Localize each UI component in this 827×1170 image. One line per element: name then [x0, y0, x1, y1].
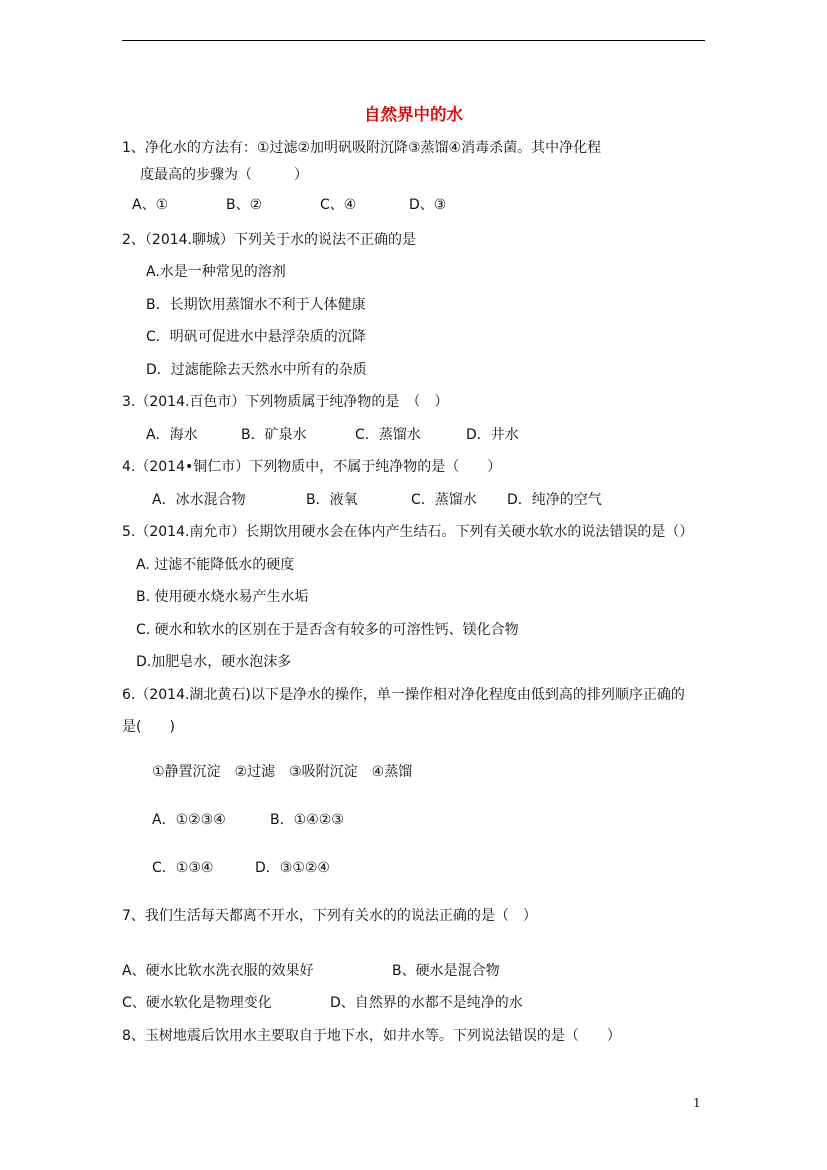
q7-option-d: D、自然界的水都不是纯净的水 — [330, 995, 523, 1011]
q6-stem: 6.（2014.湖北黄石)以下是净水的操作，单一操作相对净化程度由低到高的排列顺序正确的 — [122, 687, 685, 703]
q4-option-a: A．冰水混合物 — [152, 492, 246, 508]
q5-option-d: D.加肥皂水，硬水泡沫多 — [136, 654, 292, 670]
q1-stem: 1、净化水的方法有：①过滤②加明矾吸附沉降③蒸馏④消毒杀菌。其中净化程 — [122, 140, 602, 156]
page-title: 自然界中的水 — [364, 105, 463, 124]
q7-stem: 7、我们生活每天都离不开水，下列有关水的的说法正确的是（ ） — [122, 908, 537, 924]
q7-option-a: A、硬水比软水洗衣服的效果好 — [122, 963, 314, 979]
q2-stem: 2、（2014.聊城）下列关于水的说法不正确的是 — [122, 232, 416, 248]
q6-option-b: B．①④②③ — [270, 812, 344, 828]
q4-option-d: D．纯净的空气 — [507, 492, 602, 508]
q3-option-a: A．海水 — [146, 427, 198, 443]
q5-option-c: C. 硬水和软水的区别在于是否含有较多的可溶性钙、镁化合物 — [136, 622, 519, 638]
q4-stem: 4.（2014•铜仁市）下列物质中，不属于纯净物的是（ ） — [122, 459, 502, 475]
q1-option-d: D、③ — [409, 197, 447, 213]
q6-operations: ①静置沉淀 ②过滤 ③吸附沉淀 ④蒸馏 — [152, 764, 413, 780]
q4-option-b: B．液氧 — [306, 492, 358, 508]
q1-option-c: C、④ — [320, 197, 357, 213]
q6-stem-cont: 是( ) — [122, 719, 175, 735]
q2-option-a: A.水是一种常见的溶剂 — [146, 264, 286, 280]
q8-stem: 8、玉树地震后饮用水主要取自于地下水，如井水等。下列说法错误的是（ ） — [122, 1028, 621, 1044]
q7-option-b: B、硬水是混合物 — [392, 963, 500, 979]
q4-option-c: C．蒸馏水 — [411, 492, 477, 508]
q5-stem: 5.（2014.南允市）长期饮用硬水会在体内产生结石。下列有关硬水软水的说法错误的是（） — [122, 524, 694, 540]
q1-stem-cont: 度最高的步骤为（ ） — [140, 167, 308, 183]
q1-option-a: A、① — [132, 197, 169, 213]
q1-option-b: B、② — [226, 197, 263, 213]
q7-option-c: C、硬水软化是物理变化 — [122, 995, 272, 1011]
q6-option-a: A．①②③④ — [152, 812, 226, 828]
q2-option-b: B．长期饮用蒸馏水不利于人体健康 — [146, 297, 366, 313]
q5-option-b: B. 使用硬水烧水易产生水垢 — [136, 589, 309, 605]
q3-option-c: C．蒸馏水 — [355, 427, 421, 443]
q2-option-d: D．过滤能除去天然水中所有的杂质 — [146, 362, 367, 378]
header-rule — [122, 40, 705, 41]
q2-option-c: C．明矾可促进水中悬浮杂质的沉降 — [146, 329, 366, 345]
q6-option-d: D．③①②④ — [255, 860, 330, 876]
q3-stem: 3.（2014.百色市）下列物质属于纯净物的是 （ ） — [122, 394, 449, 410]
q3-option-d: D．井水 — [466, 427, 519, 443]
q6-option-c: C．①③④ — [152, 860, 214, 876]
q5-option-a: A. 过滤不能降低水的硬度 — [136, 557, 295, 573]
page-number: 1 — [693, 1096, 701, 1110]
q3-option-b: B．矿泉水 — [241, 427, 307, 443]
